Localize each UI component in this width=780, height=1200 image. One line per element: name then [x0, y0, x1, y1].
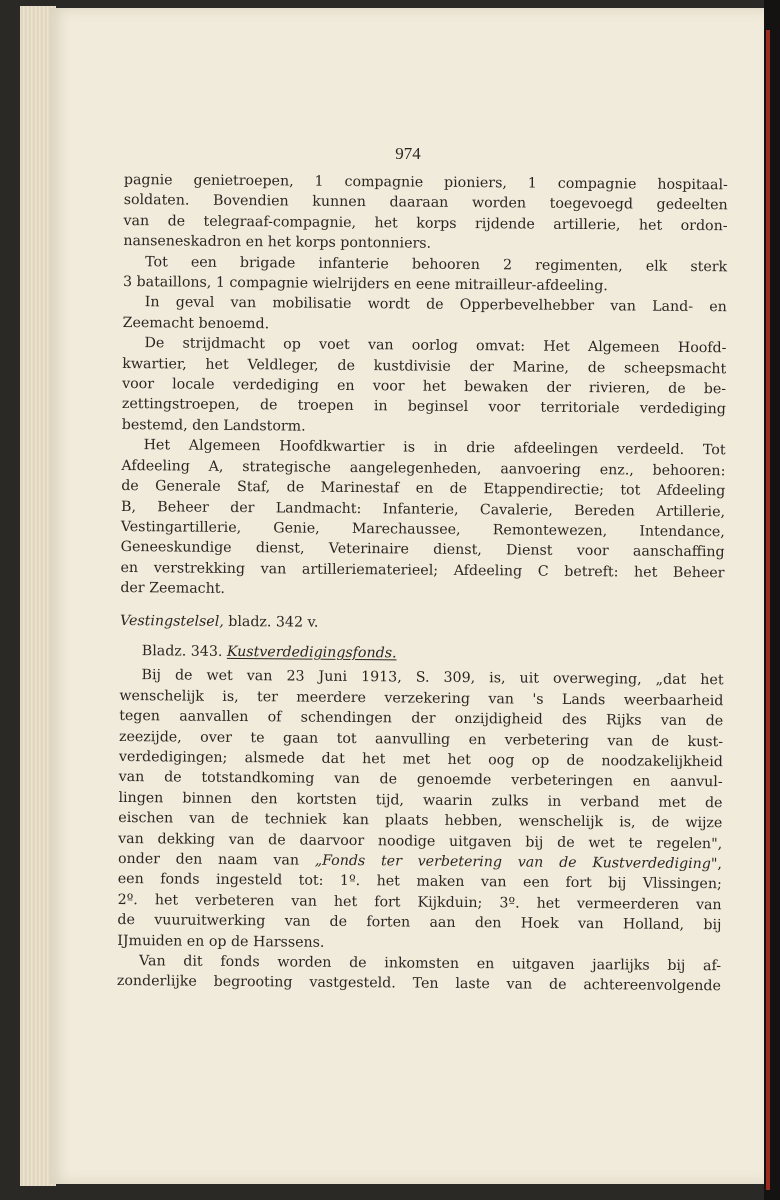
text-line: De strijdmacht op voet van oorlog omvat: Het Algemeen Hoofd-	[144, 335, 727, 357]
text-line: In geval van mobilisatie wordt de Opperbevelhebber van Land- en	[144, 294, 727, 316]
paragraph	[123, 292, 727, 338]
text-line: verdedigingen; alsmede dat het met het oog op de noodzakelijkheid	[118, 748, 723, 771]
fonds-line-after: ,	[717, 856, 723, 873]
text-line: de vuuruitwerking van de forten aan den Hoek van Holland, bij	[117, 912, 722, 934]
text-line: van de totstandkoming van de genoemde verbeteringen en aanvul-	[118, 769, 723, 791]
text-line: lingen binnen den kortsten tijd, waarin zulks in verband met de	[118, 789, 723, 812]
text-line: de Generale Staf, de Marinestaf en de Etappendirectie; tot Afdeeling	[121, 478, 726, 500]
text-line: der Zeemacht.	[120, 580, 226, 598]
text-line: B, Beheer der Landmacht: Infanterie, Cavalerie, Bereden Artillerie,	[120, 498, 726, 520]
section-heading-page: Bladz. 343.	[141, 643, 227, 660]
body-text	[117, 170, 728, 997]
red-cover-strip	[766, 30, 770, 1190]
paragraph	[122, 333, 727, 440]
paragraph	[123, 170, 728, 257]
text-line: tegen aanvallen of schendingen der onzijdigheid des Rijks van de	[119, 708, 724, 730]
text-line: en verstrekking van artilleriematerieel; Afdeeling C betreft: het Beheer	[120, 559, 725, 581]
text-line: Afdeeling A, strategische aangelegenheden, aanvoering enz., behooren:	[121, 457, 726, 479]
text-line: Tot een brigade infanterie behooren 2 regimenten, elk sterk	[145, 253, 728, 275]
fonds-line-before: onder den naam van	[117, 850, 315, 869]
text-line: Van dit fonds worden de inkomsten en uitgaven jaarlijks bij af-	[139, 953, 722, 975]
section-heading-title: Kustverdedigingsfonds.	[226, 643, 397, 662]
text-line: Vestingartillerie, Genie, Marechaussee, Remontewezen, Intendance,	[120, 518, 725, 541]
paragraph	[117, 665, 723, 956]
text-line: Bij de wet van 23 Juni 1913, S. 309, is, uit overweging, „dat het	[141, 667, 724, 689]
text-line: een fonds ingesteld tot: 1º. het maken van een fort bij Vlissingen;	[117, 871, 722, 893]
section-reference-title: Vestingstelsel,	[119, 612, 224, 630]
text-line: 2º. het verbeteren van het fort Kijkduin; 3º. het vermeerderen van	[117, 891, 722, 914]
fonds-name: „Fonds ter verbetering van de Kustverdediging"	[314, 852, 718, 873]
text-line: wenschelijk is, ter meerdere verzekering van 's Lands weerbaarheid	[119, 687, 724, 710]
text-line: voor locale verdediging en voor het bewaken der rivieren, de be-	[122, 376, 727, 398]
section-reference-page: bladz. 342 v.	[223, 613, 319, 631]
text-line: kwartier, het Veldleger, de kustdivisie der Marine, de scheepsmacht	[122, 355, 727, 377]
text-line: nanseneskadron en het korps pontonniers.	[123, 233, 432, 252]
text-line: Zeemacht benoemd.	[122, 314, 270, 333]
paragraph	[117, 951, 721, 997]
text-line: van dekking van de daarvoor noodige uitgaven bij de wet te regelen",	[118, 830, 723, 852]
text-line: pagnie genietroepen, 1 compagnie pioniers, 1 compagnie hospitaal-	[123, 171, 728, 194]
section-heading	[120, 641, 724, 667]
text-line: zettingstroepen, de troepen in beginsel voor territoriale verdediging	[121, 396, 727, 418]
page-number: 974	[395, 144, 421, 163]
section-reference	[120, 611, 724, 637]
text-line: van de telegraaf-compagnie, het korps rijdende artillerie, het ordon-	[123, 212, 728, 235]
text-line: zeezijde, over te gaan tot aanvulling en verbetering van de kust-	[118, 728, 724, 750]
paragraph	[120, 435, 725, 604]
text-line: eischen van de techniek kan plaats hebben, wenschelijk is, de wijze	[118, 810, 723, 832]
text-line: IJmuiden en op de Harssens.	[117, 932, 325, 951]
text-line: Geneeskundige dienst, Veterinaire dienst, Dienst voor aanschaffing	[120, 539, 725, 561]
text-line: bestemd, den Landstorm.	[121, 416, 306, 435]
paragraph	[123, 252, 727, 298]
text-line: zonderlijke begrooting vastgesteld. Ten laste van de achtereenvolgende	[116, 973, 721, 995]
text-line: 3 bataillons, 1 compagnie wielrijders en eene mitrailleur-afdeeling.	[122, 274, 608, 295]
text-line: soldaten. Bovendien kunnen daaraan worden toegevoegd gedeelten	[123, 192, 728, 214]
text-line: Het Algemeen Hoofdkwartier is in drie afdeelingen verdeeld. Tot	[143, 437, 726, 459]
